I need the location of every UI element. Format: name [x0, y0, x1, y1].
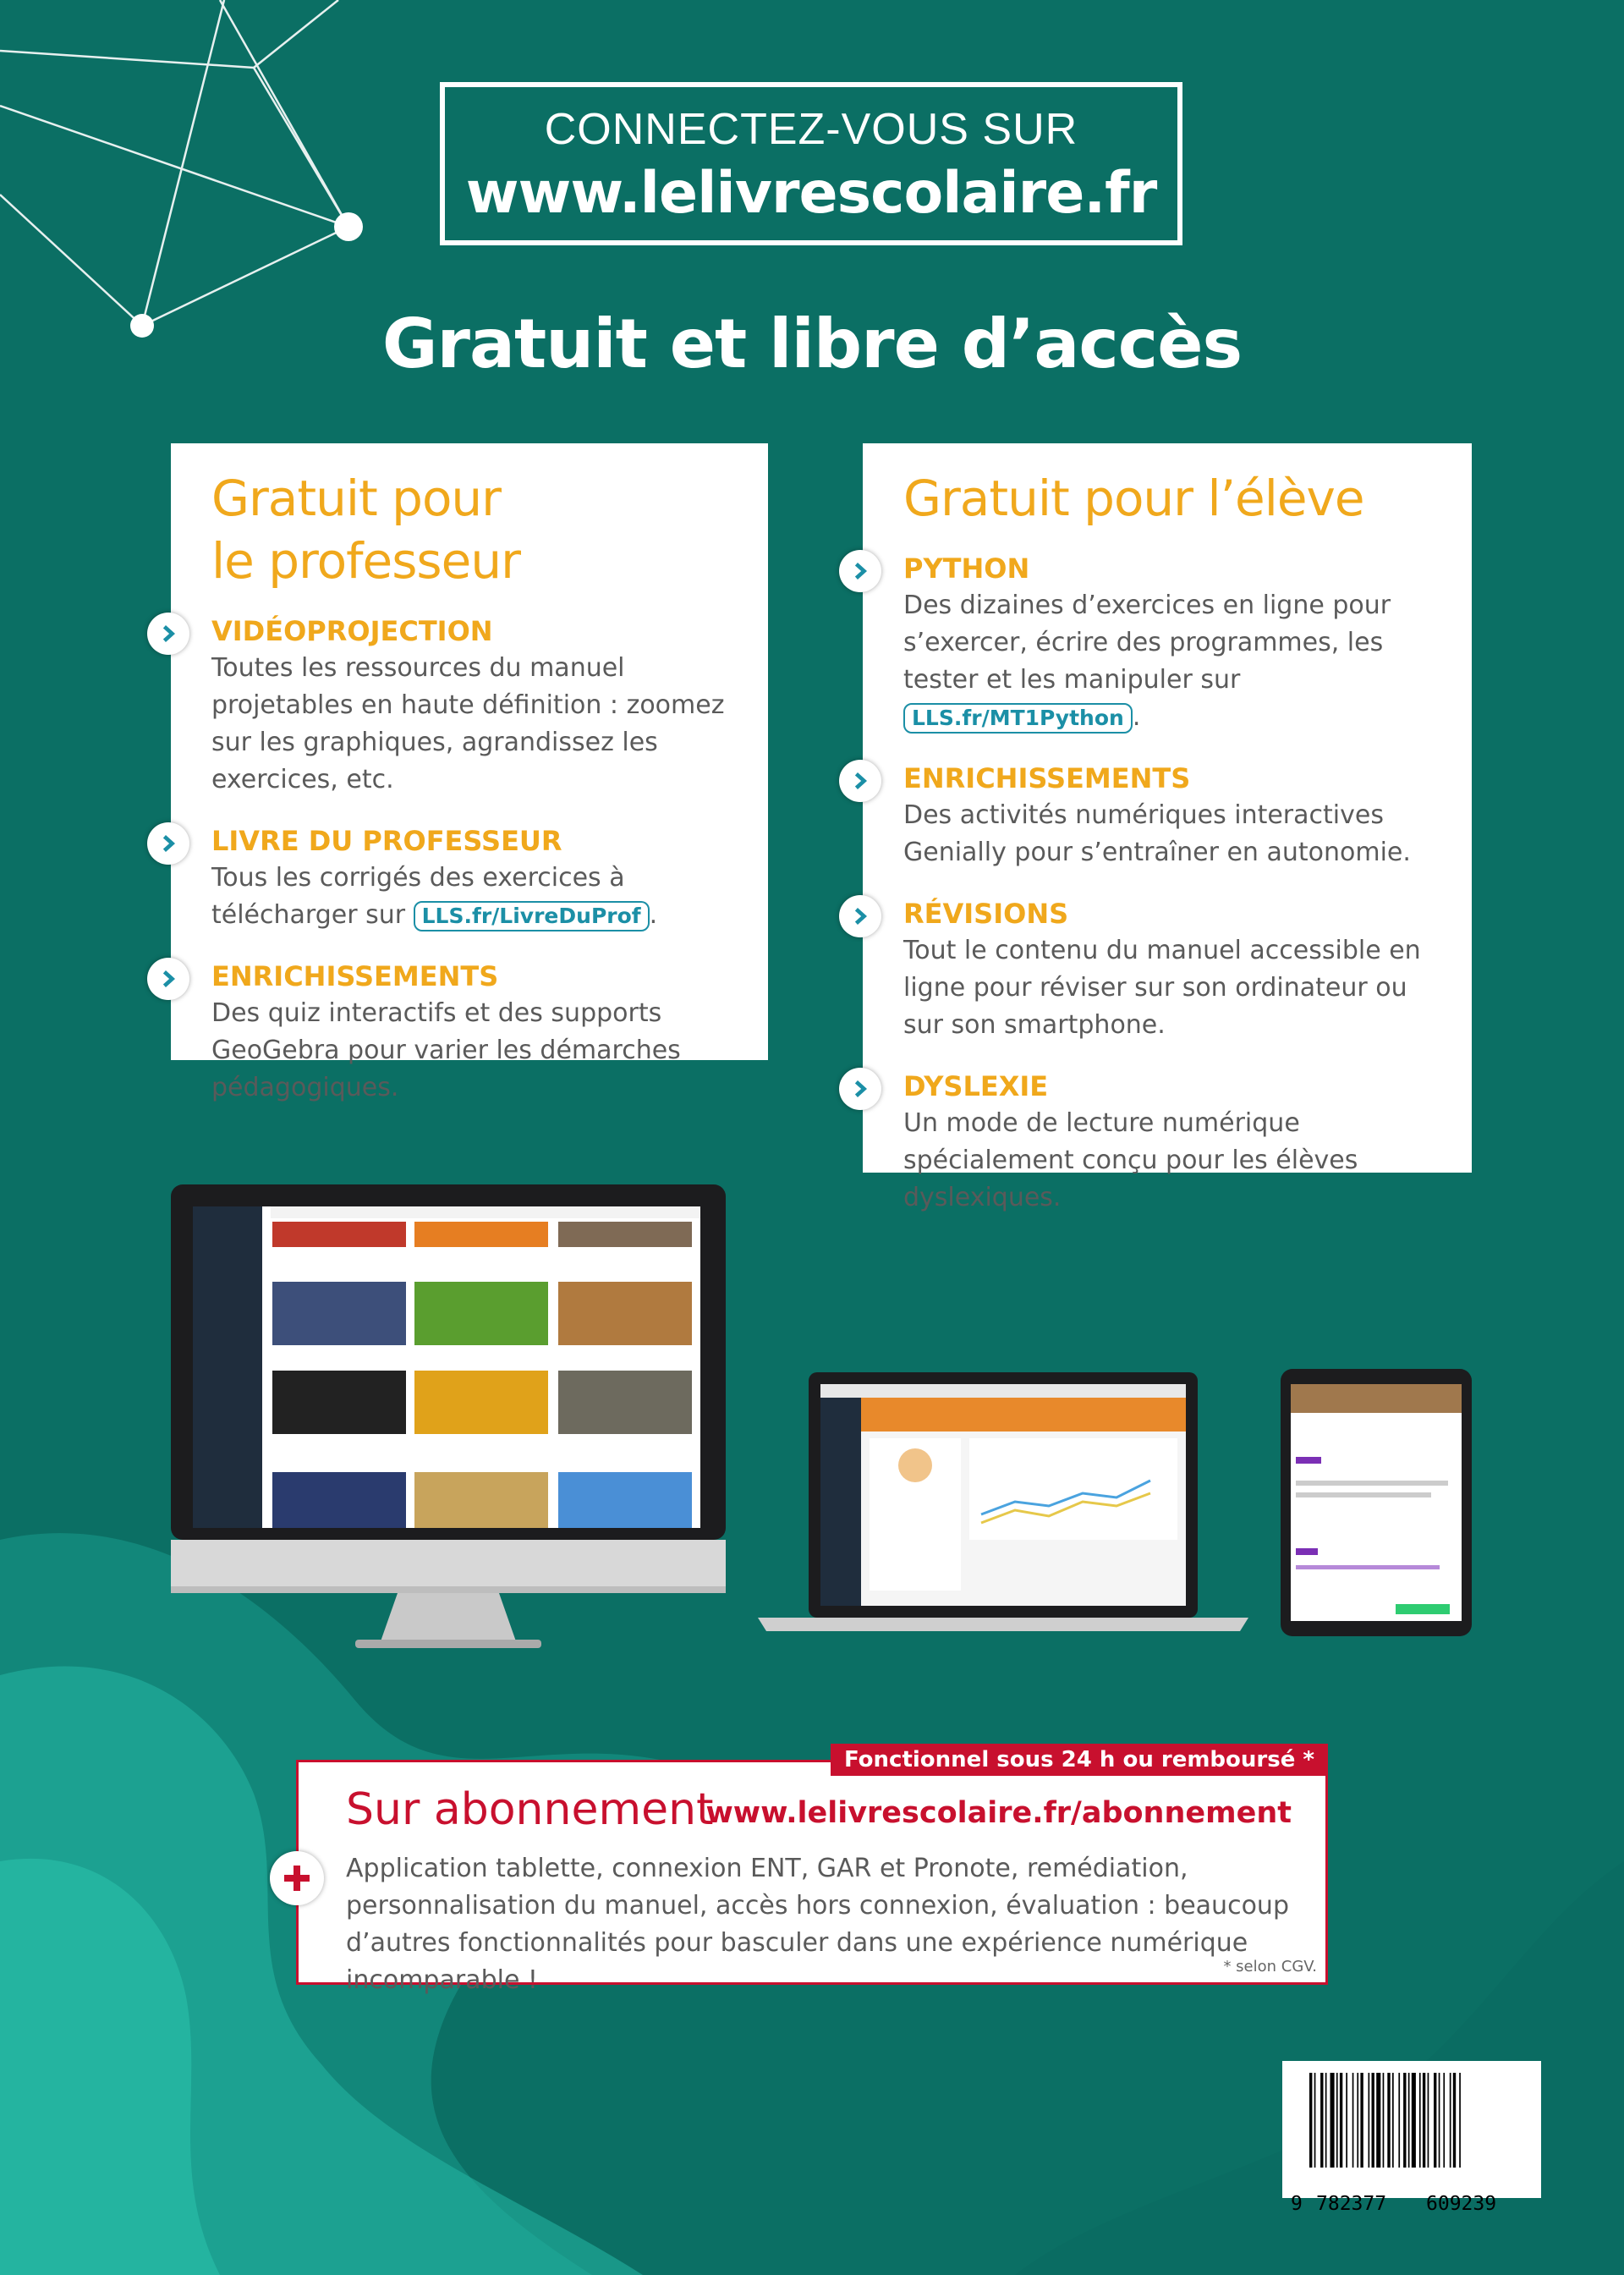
barcode-bar — [1346, 2073, 1347, 2168]
item-text-before: Tous les corrigés des exercices à télécharger sur — [211, 863, 625, 930]
barcode-group1: 782377 — [1316, 2193, 1387, 2215]
student-card — [863, 443, 1472, 1212]
item-text-before: Des dizaines d’exercices en ligne pour s’exercer, écrire des programmes, les tester et les manipuler sur — [903, 591, 1391, 695]
chevron-right-icon — [147, 613, 189, 655]
item-heading: ENRICHISSEMENTS — [211, 960, 499, 992]
chevron-right-icon — [839, 760, 881, 802]
barcode-bar — [1428, 2073, 1429, 2168]
barcode-bar — [1309, 2073, 1312, 2168]
teacher-card — [171, 443, 768, 1102]
barcode-group2: 609239 — [1426, 2193, 1497, 2215]
item-heading: LIVRE DU PROFESSEUR — [211, 825, 562, 857]
barcode-bar — [1314, 2073, 1316, 2168]
barcode-bar — [1434, 2073, 1436, 2168]
network-decoration — [0, 0, 372, 355]
barcode-bar — [1398, 2073, 1400, 2168]
isbn-barcode — [1282, 2061, 1541, 2215]
barcode-bar — [1423, 2073, 1425, 2168]
item-heading: DYSLEXIE — [903, 1070, 1049, 1102]
headline: Gratuit et libre d’accès — [381, 305, 1243, 383]
barcode-bar — [1450, 2073, 1451, 2168]
item-text — [903, 587, 1446, 736]
python-link[interactable]: LLS.fr/MT1Python — [903, 703, 1133, 734]
devices-illustration — [0, 1168, 1624, 1658]
item-text: Des quiz interactifs et des supports GeoGebra pour varier les démarches pédagogiques. — [211, 998, 681, 1102]
student-item-enrichissements — [903, 760, 1446, 871]
item-text-after: . — [649, 900, 658, 930]
item-text: Tout le contenu du manuel accessible en ligne pour réviser sur son ordinateur ou sur son smartphone. — [903, 936, 1421, 1040]
student-item-python — [903, 550, 1446, 736]
chevron-right-icon — [839, 1068, 881, 1110]
barcode-bar — [1372, 2073, 1374, 2168]
barcode-bar — [1412, 2073, 1416, 2168]
cgv-note: * selon CGV. — [1223, 1958, 1317, 1976]
barcode-bar — [1383, 2073, 1385, 2168]
barcode-bar — [1453, 2073, 1456, 2168]
subscription-url[interactable]: www.lelivrescolaire.fr/abonnement — [705, 1796, 1292, 1830]
barcode-digit-first: 9 — [1291, 2193, 1303, 2215]
connect-box — [440, 82, 1182, 245]
teacher-item-livre-prof — [211, 822, 743, 934]
barcode-bar — [1325, 2073, 1327, 2168]
barcode-bar — [1330, 2073, 1335, 2168]
teacher-item-videoprojection — [211, 613, 743, 799]
chevron-right-icon — [839, 895, 881, 937]
barcode-bar — [1443, 2073, 1445, 2168]
teacher-title-line1: Gratuit pour — [211, 470, 502, 527]
item-heading: ENRICHISSEMENTS — [903, 762, 1191, 794]
barcode-bar — [1376, 2073, 1380, 2168]
tablet — [1281, 1369, 1472, 1636]
item-text — [211, 860, 743, 934]
barcode-bar — [1352, 2073, 1354, 2168]
item-heading: VIDÉOPROJECTION — [211, 615, 493, 647]
barcode-bar — [1403, 2073, 1406, 2168]
barcode-bar — [1439, 2073, 1440, 2168]
student-item-revisions — [903, 895, 1446, 1044]
subscription-title: Sur abonnement — [346, 1784, 714, 1835]
barcode-bars — [1282, 2061, 1541, 2198]
site-url[interactable]: www.lelivrescolaire.fr — [465, 160, 1157, 227]
desktop-monitor — [171, 1184, 726, 1648]
barcode-bar — [1392, 2073, 1394, 2168]
connect-label: CONNECTEZ-VOUS SUR — [544, 105, 1078, 154]
subscription-text: Application tablette, connexion ENT, GAR et Pronote, remédiation, personnalisation du manuel, accès hors connexion, évaluation : beaucoup d’autres fonctionnalités pour basculer dans une expérience numérique incomparable ! — [346, 1854, 1289, 1995]
chevron-right-icon — [147, 958, 189, 1000]
item-text: Des activités numériques interactives Genially pour s’entraîner en autonomie. — [903, 800, 1411, 867]
teacher-card-title — [211, 467, 743, 592]
subscription-box — [296, 1747, 1328, 1995]
item-text-after: . — [1132, 702, 1141, 732]
barcode-bar — [1408, 2073, 1410, 2168]
barcode-bar — [1459, 2073, 1461, 2168]
laptop — [758, 1372, 1248, 1631]
barcode-bar — [1369, 2073, 1370, 2168]
chevron-right-icon — [839, 550, 881, 592]
barcode-bar — [1336, 2073, 1338, 2168]
barcode-bar — [1419, 2073, 1421, 2168]
item-heading: PYTHON — [903, 552, 1030, 585]
chevron-right-icon — [147, 822, 189, 865]
student-card-title: Gratuit pour l’élève — [903, 470, 1364, 527]
barcode-bar — [1360, 2073, 1363, 2168]
item-heading: RÉVISIONS — [903, 898, 1069, 930]
livre-prof-link[interactable]: LLS.fr/LivreDuProf — [414, 901, 650, 931]
barcode-bar — [1357, 2073, 1358, 2168]
item-text: Toutes les ressources du manuel projetables en haute définition : zoomez sur les graphiques, agrandissez les exercices, etc. — [211, 653, 725, 794]
barcode-bar — [1320, 2073, 1323, 2168]
item-text: Un mode de lecture numérique spécialement conçu pour les élèves dyslexiques. — [903, 1108, 1358, 1212]
barcode-bar — [1387, 2073, 1390, 2168]
barcode-bar — [1340, 2073, 1342, 2168]
teacher-item-enrichissements — [211, 958, 743, 1107]
plus-icon — [270, 1851, 324, 1905]
refund-badge: Fonctionnel sous 24 h ou remboursé * — [831, 1744, 1328, 1776]
teacher-title-line2: le professeur — [211, 532, 520, 590]
